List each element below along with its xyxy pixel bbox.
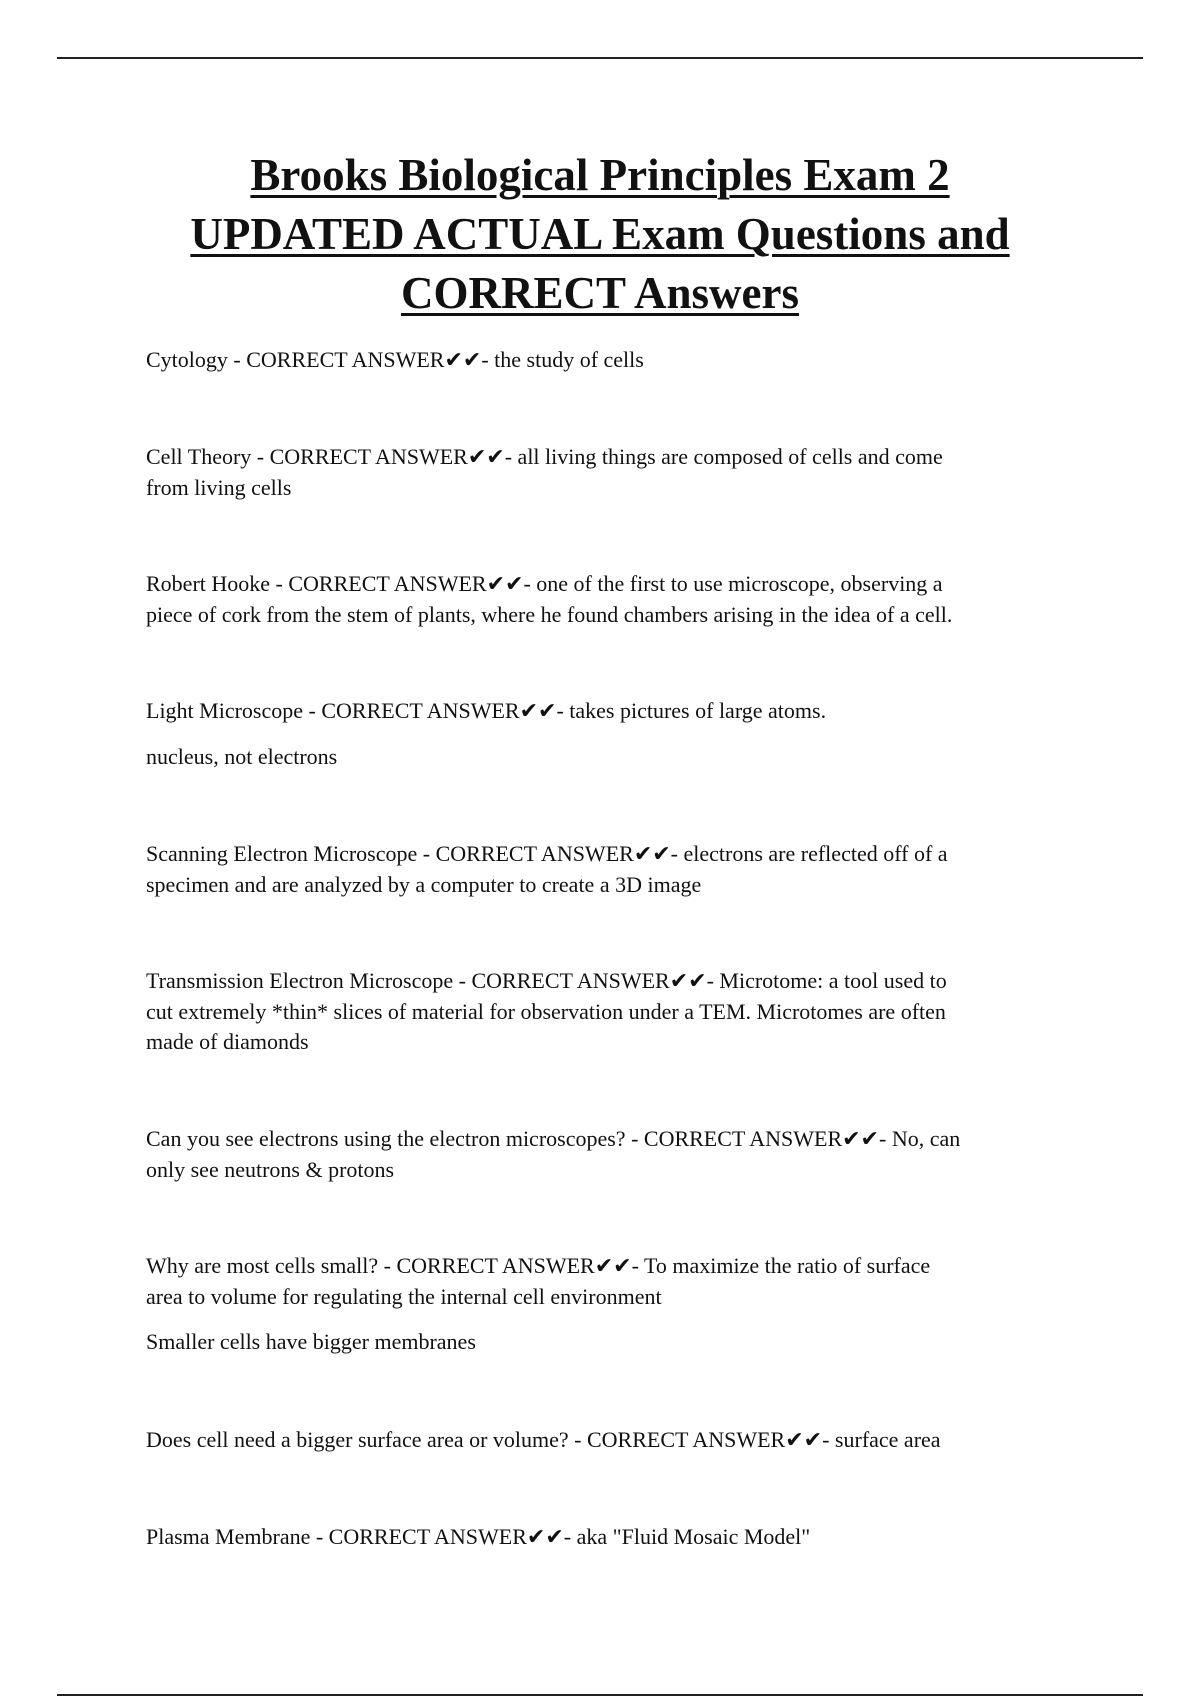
qa-entry-cytology	[146, 345, 1061, 376]
title-line: CORRECT Answers	[401, 268, 799, 318]
entry-line: Cell Theory - CORRECT ANSWER✔✔- all living things are composed of cells and come	[146, 444, 943, 469]
qa-entry-tem	[146, 966, 1061, 1058]
qa-entry-plasma-membrane	[146, 1522, 1061, 1553]
entry-line: made of diamonds	[146, 1029, 309, 1054]
entry-line: area to volume for regulating the internal cell environment	[146, 1283, 662, 1309]
qa-entry-light-microscope	[146, 696, 1061, 772]
entry-line: Light Microscope - CORRECT ANSWER✔✔- takes pictures of large atoms.	[146, 698, 827, 723]
document-title	[100, 146, 1100, 323]
qa-entry-cell-theory	[146, 442, 1061, 503]
entry-line: Why are most cells small? - CORRECT ANSWER✔✔- To maximize the ratio of surface	[146, 1253, 931, 1278]
qa-entry-see-electrons	[146, 1124, 1061, 1185]
top-rule	[57, 57, 1143, 59]
entry-line: Can you see electrons using the electron microscopes? - CORRECT ANSWER✔✔- No, can	[146, 1126, 961, 1151]
entry-line: specimen and are analyzed by a computer to create a 3D image	[146, 871, 702, 897]
qa-entry-sem	[146, 839, 1061, 900]
title-line: UPDATED ACTUAL Exam Questions and	[190, 209, 1010, 259]
qa-entry-robert-hooke	[146, 569, 1061, 630]
title-line: Brooks Biological Principles Exam 2	[250, 150, 950, 200]
entry-line: Robert Hooke - CORRECT ANSWER✔✔- one of the first to use microscope, observing a	[146, 571, 943, 596]
entry-line: Scanning Electron Microscope - CORRECT ANSWER✔✔- electrons are reflected off of a	[146, 841, 948, 866]
entry-line: only see neutrons & protons	[146, 1156, 395, 1182]
qa-entry-cells-small	[146, 1251, 1061, 1358]
entry-extra-line: nucleus, not electrons	[146, 743, 338, 769]
entry-line: piece of cork from the stem of plants, where he found chambers arising in the idea of a cell.	[146, 601, 953, 627]
qa-entry-surface-area	[146, 1425, 1061, 1456]
entry-extra-line: Smaller cells have bigger membranes	[146, 1329, 476, 1354]
entry-line: from living cells	[146, 474, 292, 500]
entry-line: cut extremely *thin* slices of material for observation under a TEM. Microtomes are often	[146, 998, 946, 1024]
entry-line: Does cell need a bigger surface area or volume? - CORRECT ANSWER✔✔- surface area	[146, 1427, 941, 1452]
entry-line: Cytology - CORRECT ANSWER✔✔- the study of cells	[146, 347, 644, 372]
entry-line: Plasma Membrane - CORRECT ANSWER✔✔- aka "Fluid Mosaic Model"	[146, 1524, 811, 1549]
entry-line: Transmission Electron Microscope - CORRECT ANSWER✔✔- Microtome: a tool used to	[146, 968, 947, 993]
bottom-rule	[57, 1694, 1143, 1696]
